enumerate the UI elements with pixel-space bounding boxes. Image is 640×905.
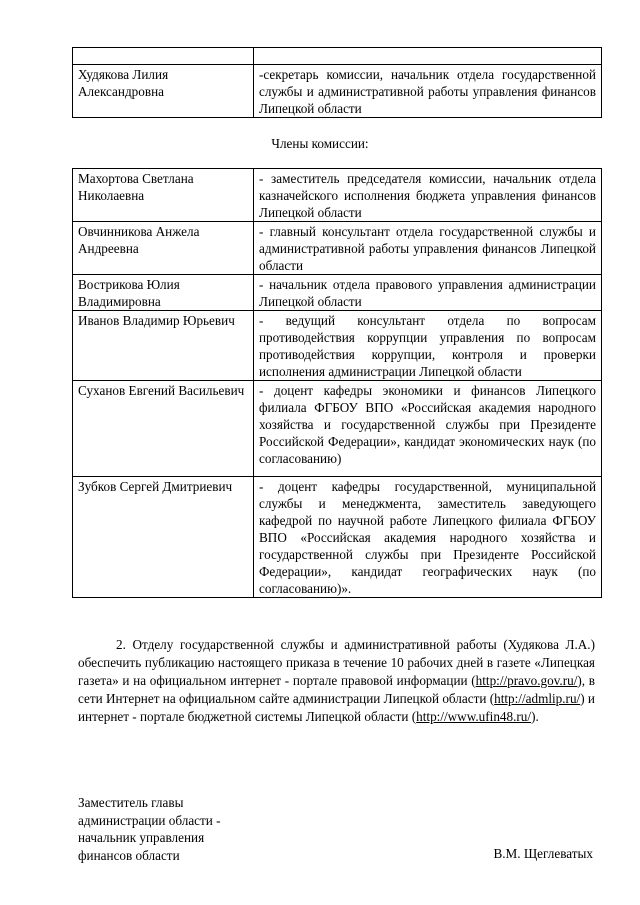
signatory-position-line: финансов области	[78, 847, 180, 863]
signatory-name: В.М. Щеглеватых	[493, 846, 593, 861]
signatory-position	[78, 794, 298, 864]
table-row	[73, 65, 602, 118]
publication-paragraph	[78, 636, 595, 726]
member-name-cell: Зубков Сергей Дмитриевич	[73, 477, 254, 598]
member-role-cell	[254, 48, 602, 65]
table-row	[73, 222, 602, 275]
table-row	[73, 477, 602, 598]
paragraph-text: ) и интернет - портале бюджетной системы Липецкой области (	[78, 691, 595, 724]
signatory-position-line: Заместитель главы	[78, 795, 184, 810]
member-name-cell: Махортова Светлана Николаевна	[73, 169, 254, 222]
member-role-cell: - доцент кафедры государственной, муниципальной службы и менеджмента, заместитель заведующего кафедрой по научной работе Липецкого филиала ФГБОУ ВПО «Российская академия народного хозяйства и государственной службы при Президенте Российской Федерации», кандидат географических наук (по согласованию)».	[254, 477, 602, 598]
admlip-link[interactable]: http://admlip.ru/	[494, 691, 581, 706]
member-role-cell: - главный консультант отдела государственной службы и административной работы управления финансов Липецкой области	[254, 222, 602, 275]
table-row	[73, 381, 602, 477]
member-name-cell	[73, 48, 254, 65]
member-name-cell: Суханов Евгений Васильевич	[73, 381, 254, 477]
member-name-cell: Овчинникова Анжела Андреевна	[73, 222, 254, 275]
table-row	[73, 311, 602, 381]
paragraph-text: ), в сети Интернет на официальном сайте администрации Липецкой области (	[78, 673, 595, 706]
member-name-cell: Иванов Владимир Юрьевич	[73, 311, 254, 381]
table-row	[73, 48, 602, 65]
members-heading: Члены комиссии:	[271, 136, 369, 151]
ufin48-link[interactable]: http://www.ufin48.ru/	[416, 709, 532, 724]
member-role-cell: - ведущий консультант отдела по вопросам противодействия коррупции управления по вопросам противодействия коррупции, контроля и проверки исполнения администрации Липецкой области	[254, 311, 602, 381]
pravo-link[interactable]: http://pravo.gov.ru/	[475, 673, 578, 688]
member-role-cell: -секретарь комиссии, начальник отдела государственной службы и административной работы управления финансов Липецкой области	[254, 65, 602, 118]
table-row	[73, 169, 602, 222]
paragraph-text: ).	[531, 709, 539, 724]
member-name-cell: Вострикова Юлия Владимировна	[73, 275, 254, 311]
member-name-cell: Худякова Лилия Александровна	[73, 65, 254, 118]
commission-table-top	[72, 47, 602, 118]
signatory-position-line: начальник управления	[78, 830, 205, 845]
paragraph-text: 2. Отделу государственной службы и административной работы (Худякова Л.А.) обеспечить публикацию настоящего приказа в течение 10 рабочих дней в газете «Липецкая газета» и на официальном интернет - портале правовой информации (	[78, 637, 595, 688]
commission-members-table	[72, 168, 602, 598]
member-role-cell: - начальник отдела правового управления администрации Липецкой области	[254, 275, 602, 311]
member-role-cell: - доцент кафедры экономики и финансов Липецкого филиала ФГБОУ ВПО «Российская академия народного хозяйства и государственной службы при Президенте Российской Федерации», кандидат экономических наук (по согласованию)	[254, 381, 602, 477]
member-role-cell: - заместитель председателя комиссии, начальник отдела казначейского исполнения бюджета управления финансов Липецкой области	[254, 169, 602, 222]
signatory-position-line: администрации области -	[78, 812, 221, 828]
table-row	[73, 275, 602, 311]
